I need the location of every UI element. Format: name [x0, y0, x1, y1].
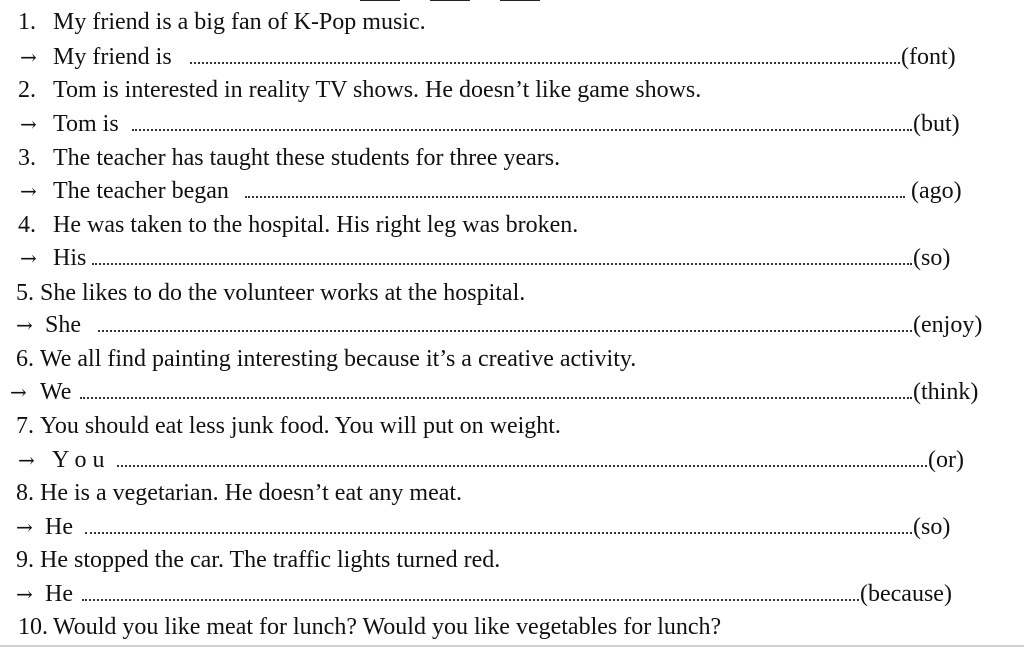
question-text: He is a vegetarian. He doesn’t eat any meat.	[40, 480, 463, 506]
question-number: 3.	[18, 145, 36, 171]
answer-stem: Tom is	[53, 111, 119, 137]
answer-blank[interactable]	[245, 196, 905, 198]
question-number: 5.	[16, 280, 34, 306]
question-10	[0, 610, 1024, 644]
question-text: Tom is interested in reality TV shows. He doesn’t like game shows.	[53, 77, 702, 103]
answer-blank[interactable]	[117, 465, 927, 467]
page-divider	[0, 645, 1024, 647]
answer-hint: (think)	[913, 379, 979, 405]
answer-line-9	[0, 577, 1024, 611]
question-text: My friend is a big fan of K-Pop music.	[53, 9, 426, 35]
question-2	[0, 73, 1024, 107]
answer-line-6	[0, 375, 1024, 409]
question-text: He was taken to the hospital. His right leg was broken.	[53, 212, 579, 238]
answer-blank[interactable]	[98, 330, 912, 332]
arrow-icon: →	[16, 515, 33, 539]
question-number: 9.	[16, 547, 34, 573]
answer-blank[interactable]	[82, 599, 859, 601]
answer-line-1	[0, 40, 1024, 74]
answer-line-2	[0, 107, 1024, 141]
question-number: 2.	[18, 77, 36, 103]
question-7	[0, 409, 1024, 443]
answer-stem: Y o u	[52, 447, 105, 473]
question-text: You should eat less junk food. You will put on weight.	[40, 413, 561, 439]
answer-hint: (ago)	[911, 178, 962, 204]
answer-stem: We	[40, 379, 72, 405]
arrow-icon: →	[18, 448, 35, 472]
question-6	[0, 342, 1024, 376]
question-text: He stopped the car. The traffic lights turned red.	[40, 547, 501, 573]
answer-stem: The teacher began	[53, 178, 229, 204]
answer-stem: My friend is	[53, 44, 172, 70]
question-number: 7.	[16, 413, 34, 439]
question-3	[0, 141, 1024, 175]
question-5	[0, 276, 1024, 310]
answer-line-7	[0, 443, 1024, 477]
arrow-icon: →	[20, 112, 37, 136]
question-number: 8.	[16, 480, 34, 506]
answer-blank[interactable]	[85, 532, 912, 534]
answer-stem: He	[45, 581, 73, 607]
question-1	[0, 5, 1024, 39]
answer-hint: (enjoy)	[913, 312, 983, 338]
answer-line-8	[0, 510, 1024, 544]
question-8	[0, 476, 1024, 510]
answer-hint: (but)	[913, 111, 960, 137]
answer-line-4	[0, 241, 1024, 275]
question-4	[0, 208, 1024, 242]
answer-blank[interactable]	[80, 397, 912, 399]
answer-blank[interactable]	[190, 62, 900, 64]
question-number: 6.	[16, 346, 34, 372]
answer-hint: (font)	[901, 44, 956, 70]
answer-blank[interactable]	[92, 263, 912, 265]
arrow-icon: →	[16, 313, 33, 337]
question-text: The teacher has taught these students for three years.	[53, 145, 561, 171]
answer-stem: He	[45, 514, 73, 540]
arrow-icon: →	[10, 380, 27, 404]
cropped-text-fragment	[360, 0, 580, 4]
question-text: Would you like meat for lunch? Would you like vegetables for lunch?	[53, 614, 722, 640]
question-number: 4.	[18, 212, 36, 238]
question-text: We all find painting interesting because it’s a creative activity.	[40, 346, 637, 372]
question-number: 1.	[18, 9, 36, 35]
answer-stem: His	[53, 245, 87, 271]
question-number: 10.	[18, 614, 48, 640]
question-9	[0, 543, 1024, 577]
question-text: She likes to do the volunteer works at the hospital.	[40, 280, 526, 306]
answer-hint: (or)	[928, 447, 964, 473]
answer-hint: (so)	[913, 514, 951, 540]
answer-blank[interactable]	[132, 129, 912, 131]
arrow-icon: →	[20, 246, 37, 270]
answer-line-3	[0, 174, 1024, 208]
arrow-icon: →	[20, 45, 37, 69]
answer-line-5	[0, 308, 1024, 342]
answer-hint: (so)	[913, 245, 951, 271]
answer-stem: She	[45, 312, 81, 338]
answer-hint: (because)	[860, 581, 952, 607]
arrow-icon: →	[16, 582, 33, 606]
arrow-icon: →	[20, 179, 37, 203]
